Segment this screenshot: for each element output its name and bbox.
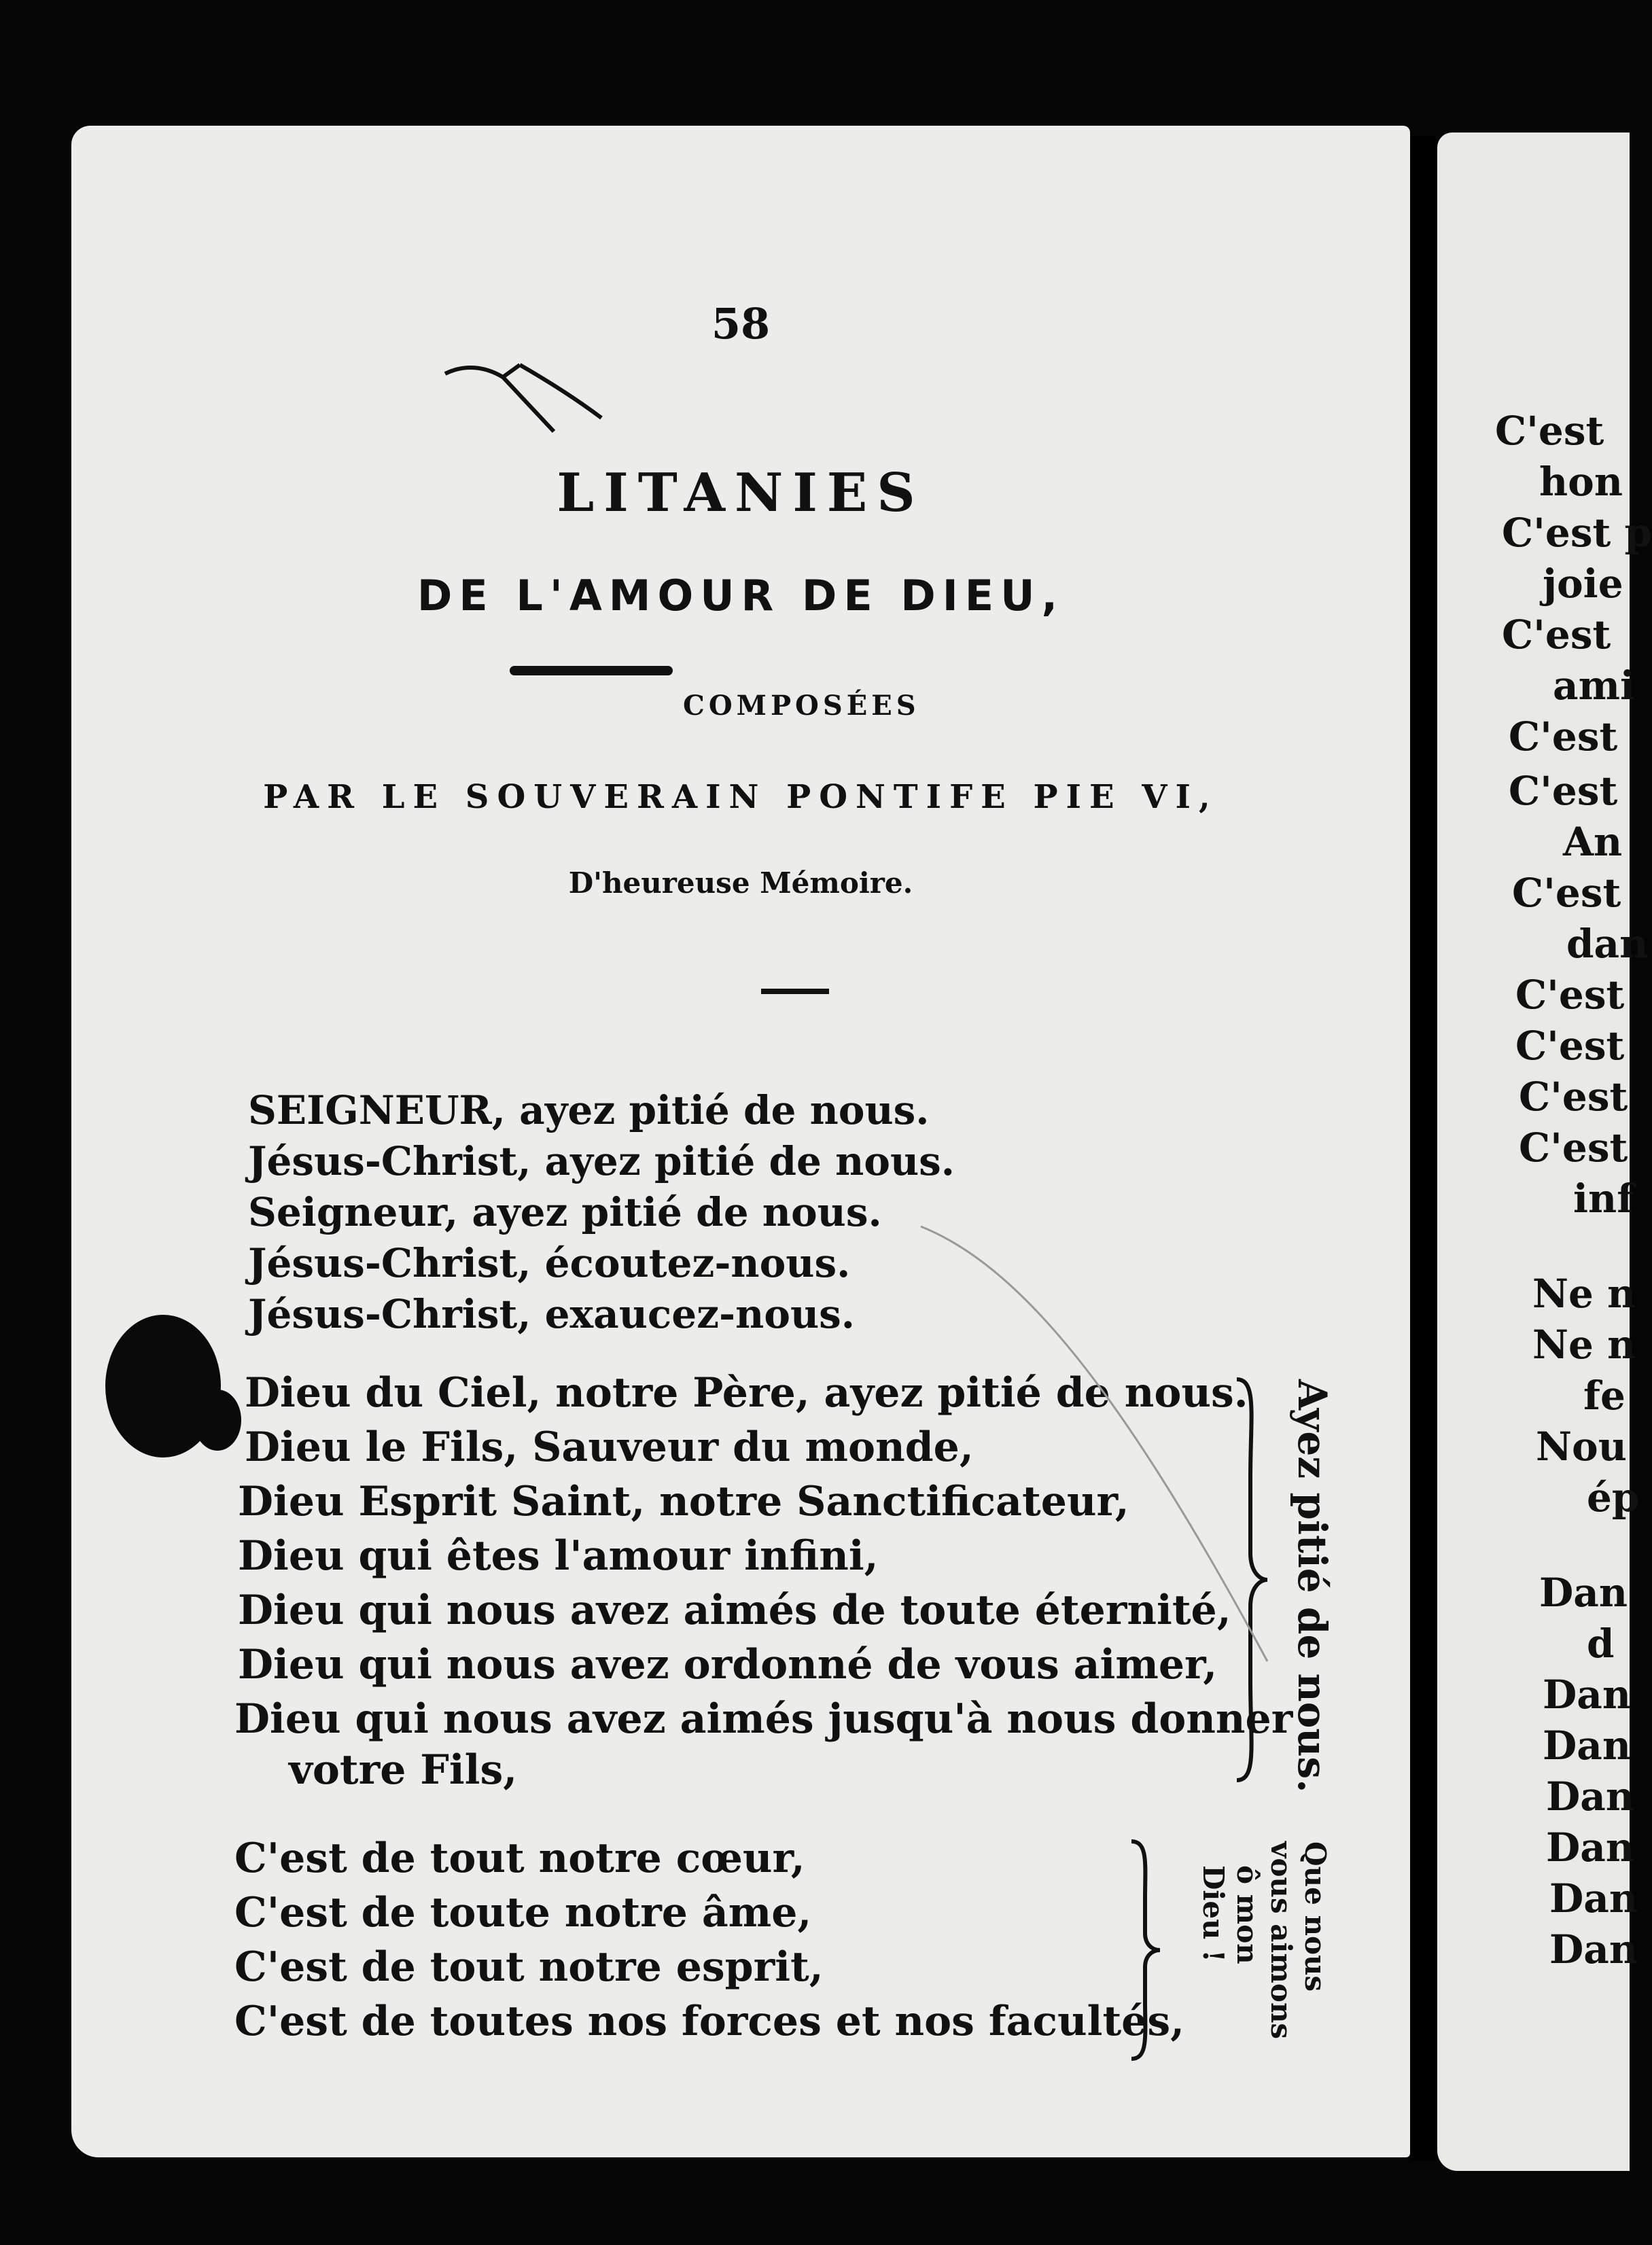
right-fragment: C'est p: [1502, 510, 1652, 556]
right-fragment: joie: [1543, 561, 1623, 607]
right-fragment: C'est: [1509, 713, 1618, 760]
right-fragment: C'est: [1519, 1074, 1628, 1120]
right-fragment: ami: [1553, 662, 1635, 709]
right-page: [1437, 132, 1652, 2171]
right-fragment: Dan: [1546, 1824, 1635, 1871]
composed-line: COMPOSÉES: [683, 690, 920, 722]
heart-line: C'est de toutes nos forces et nos facultés,: [234, 1998, 1185, 2045]
subtitle: DE L'AMOUR DE DIEU,: [417, 571, 1065, 620]
right-fragment: Dan: [1539, 1570, 1628, 1616]
heart-response-2: vous aimons: [1265, 1841, 1298, 2040]
right-fragment: Ne n: [1532, 1271, 1636, 1317]
author-line: PAR LE SOUVERAIN PONTIFE PIE VI,: [263, 778, 1218, 816]
opening-line: Jésus-Christ, ayez pitié de nous.: [248, 1138, 955, 1184]
right-fragment: C'est: [1515, 972, 1625, 1018]
heart-response-1: Que nous: [1299, 1841, 1332, 1992]
right-fragment: d: [1587, 1621, 1615, 1667]
right-fragment: Dan: [1543, 1672, 1632, 1718]
right-fragment: Dan: [1549, 1926, 1638, 1973]
invocation-line: Dieu qui nous avez aimés jusqu'à nous donner: [234, 1695, 1293, 1743]
right-fragment: inf: [1573, 1175, 1634, 1222]
page-number: 58: [711, 299, 771, 349]
right-fragment: C'est: [1509, 768, 1618, 814]
opening-line: Jésus-Christ, exaucez-nous.: [248, 1291, 855, 1337]
right-fragment: ép: [1587, 1474, 1640, 1521]
right-fragment: C'est: [1519, 1125, 1628, 1171]
opening-line: SEIGNEUR, ayez pitié de nous.: [248, 1087, 930, 1133]
short-rule: [761, 989, 829, 994]
invocation-line: Dieu le Fils, Sauveur du monde,: [245, 1424, 974, 1471]
invocation-line: Dieu qui êtes l'amour infini,: [238, 1532, 879, 1580]
heart-response-4: Dieu !: [1197, 1865, 1230, 1962]
right-fragment: Dan: [1549, 1875, 1638, 1922]
handwritten-mark: [438, 357, 642, 445]
invocation-line: Dieu Esprit Saint, notre Sanctificateur,: [238, 1478, 1129, 1525]
right-fragment: C'est: [1515, 1023, 1625, 1069]
left-page: [71, 126, 1410, 2157]
invocation-line: votre Fils,: [289, 1746, 518, 1794]
heart-line: C'est de toute notre âme,: [234, 1889, 812, 1937]
right-fragment: Dan: [1543, 1722, 1632, 1769]
title: LITANIES: [557, 462, 925, 524]
right-fragment: C'est: [1502, 612, 1611, 658]
right-fragment: Dan: [1546, 1773, 1635, 1820]
ink-blot: [194, 1390, 241, 1451]
invocation-line: Dieu du Ciel, notre Père, ayez pitié de nous.: [245, 1369, 1248, 1417]
right-fragment: Ne n: [1532, 1322, 1636, 1368]
opening-line: Seigneur, ayez pitié de nous.: [248, 1189, 882, 1235]
opening-line: Jésus-Christ, écoutez-nous.: [248, 1240, 851, 1286]
heart-brace: [1125, 1838, 1165, 2062]
book-binding: [1410, 136, 1437, 2161]
right-fragment: dan: [1566, 921, 1649, 967]
heart-line: C'est de tout notre esprit,: [234, 1943, 824, 1991]
heart-response-3: ô mon: [1231, 1865, 1264, 1964]
right-fragment: fe: [1583, 1373, 1625, 1419]
right-fragment: hon: [1539, 459, 1623, 505]
right-fragment: An: [1563, 819, 1623, 865]
invocation-line: Dieu qui nous avez aimés de toute éternité,: [238, 1587, 1231, 1634]
right-fragment: C'est: [1495, 408, 1604, 454]
memory-line: D'heureuse Mémoire.: [568, 866, 913, 900]
heart-line: C'est de tout notre cœur,: [234, 1835, 805, 1882]
right-fragment: C'est: [1512, 870, 1621, 916]
invocation-line: Dieu qui nous avez ordonné de vous aimer,: [238, 1641, 1218, 1689]
page-crease: [921, 1226, 1274, 1668]
right-fragment: Nou: [1536, 1424, 1627, 1470]
decorative-rule: [510, 666, 673, 675]
invocations-response: Ayez pitié de nous.: [1289, 1379, 1335, 1793]
